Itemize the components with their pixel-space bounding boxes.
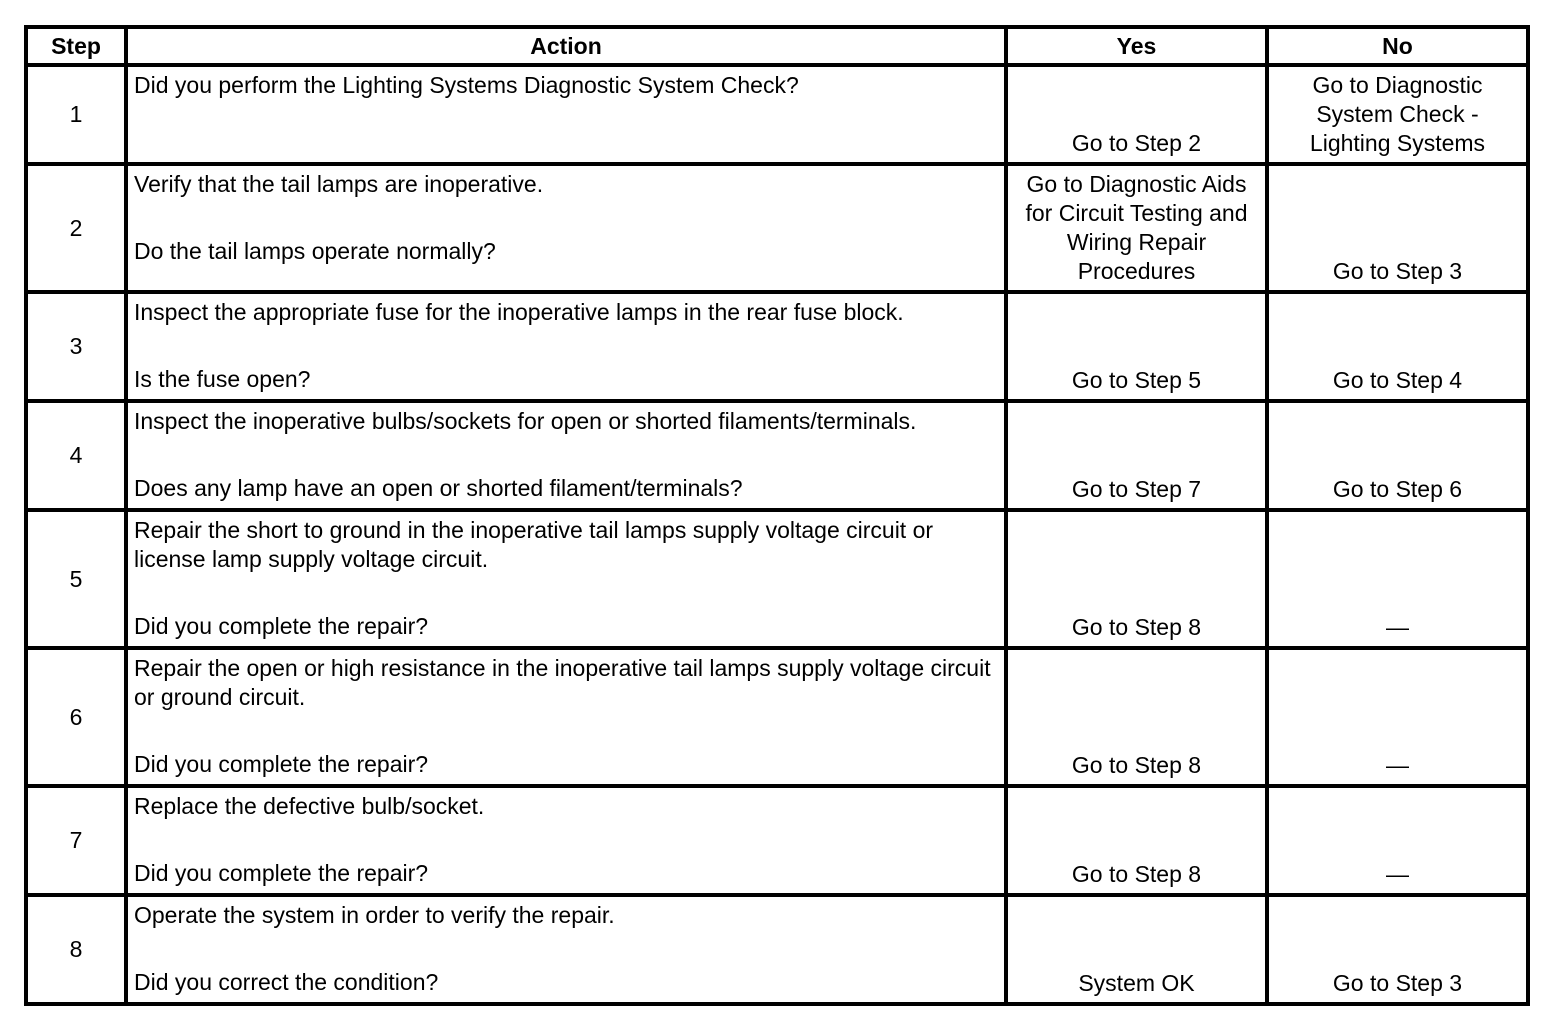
spacer — [134, 930, 996, 968]
no-cell: Go to Step 4 — [1267, 292, 1528, 401]
yes-cell: Go to Step 5 — [1006, 292, 1267, 401]
action-cell — [126, 510, 1006, 648]
no-cell: Go to Step 6 — [1267, 401, 1528, 510]
table-row — [26, 510, 1528, 648]
action-cell — [126, 164, 1006, 292]
step-number: 1 — [26, 65, 126, 164]
action-text: Inspect the appropriate fuse for the inoperative lamps in the rear fuse block. — [134, 299, 904, 325]
action-text: Replace the defective bulb/socket. — [134, 793, 485, 819]
action-question: Did you correct the condition? — [134, 969, 439, 995]
step-number: 4 — [26, 401, 126, 510]
action-text: Verify that the tail lamps are inoperative. — [134, 171, 544, 197]
action-question: Is the fuse open? — [134, 366, 311, 392]
action-cell — [126, 648, 1006, 786]
action-question: Did you complete the repair? — [134, 751, 429, 777]
action-text: Did you perform the Lighting Systems Diagnostic System Check? — [134, 72, 799, 98]
action-question: Does any lamp have an open or shorted filament/terminals? — [134, 475, 743, 501]
action-cell — [126, 401, 1006, 510]
table-row — [26, 786, 1528, 895]
spacer — [134, 199, 996, 237]
spacer — [134, 821, 996, 859]
step-number: 5 — [26, 510, 126, 648]
action-text: Inspect the inoperative bulbs/sockets for open or shorted filaments/terminals. — [134, 408, 917, 434]
table-row — [26, 401, 1528, 510]
spacer — [134, 327, 996, 365]
action-question: Do the tail lamps operate normally? — [134, 238, 496, 264]
diagnostic-table — [24, 25, 1530, 1006]
no-cell: Go to Diagnostic System Check - Lighting Systems — [1267, 65, 1528, 164]
no-cell: Go to Step 3 — [1267, 895, 1528, 1004]
header-yes: Yes — [1006, 27, 1267, 65]
step-number: 6 — [26, 648, 126, 786]
no-cell: — — [1267, 648, 1528, 786]
step-number: 7 — [26, 786, 126, 895]
action-cell — [126, 292, 1006, 401]
table-row — [26, 648, 1528, 786]
action-cell — [126, 65, 1006, 164]
step-number: 3 — [26, 292, 126, 401]
header-step: Step — [26, 27, 126, 65]
spacer — [134, 712, 996, 750]
no-cell: — — [1267, 510, 1528, 648]
action-question: Did you complete the repair? — [134, 613, 429, 639]
yes-cell: Go to Step 8 — [1006, 648, 1267, 786]
step-number: 2 — [26, 164, 126, 292]
header-row — [26, 27, 1528, 65]
action-text: Repair the open or high resistance in the inoperative tail lamps supply voltage circuit or ground circuit. — [134, 655, 991, 710]
step-number: 8 — [26, 895, 126, 1004]
action-cell — [126, 895, 1006, 1004]
yes-cell: Go to Diagnostic Aids for Circuit Testing and Wiring Repair Procedures — [1006, 164, 1267, 292]
no-cell: Go to Step 3 — [1267, 164, 1528, 292]
spacer — [134, 436, 996, 474]
table-row — [26, 65, 1528, 164]
yes-cell: System OK — [1006, 895, 1267, 1004]
action-text: Repair the short to ground in the inoperative tail lamps supply voltage circuit or license lamp supply voltage circuit. — [134, 517, 934, 572]
spacer — [134, 574, 996, 612]
action-text: Operate the system in order to verify the repair. — [134, 902, 615, 928]
header-no: No — [1267, 27, 1528, 65]
table-row — [26, 292, 1528, 401]
yes-cell: Go to Step 2 — [1006, 65, 1267, 164]
action-cell — [126, 786, 1006, 895]
yes-cell: Go to Step 7 — [1006, 401, 1267, 510]
no-cell: — — [1267, 786, 1528, 895]
yes-cell: Go to Step 8 — [1006, 510, 1267, 648]
action-question: Did you complete the repair? — [134, 860, 429, 886]
yes-cell: Go to Step 8 — [1006, 786, 1267, 895]
header-action: Action — [126, 27, 1006, 65]
table-row — [26, 895, 1528, 1004]
table-row — [26, 164, 1528, 292]
